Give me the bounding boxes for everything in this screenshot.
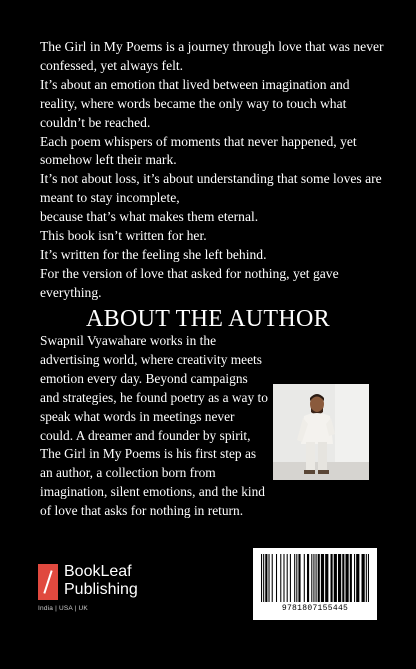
isbn-number: 9781807155445	[281, 604, 349, 613]
barcode-bar	[356, 554, 359, 602]
barcode-bar	[272, 554, 273, 602]
publisher-name-line1: BookLeaf	[64, 563, 132, 580]
barcode-bar	[331, 554, 333, 602]
barcode-bar	[368, 554, 369, 602]
barcode-bar	[268, 554, 269, 602]
barcode-bar	[334, 554, 337, 602]
barcode-bar	[325, 554, 328, 602]
barcode-bar	[294, 554, 295, 602]
publisher-name-line2: Publishing	[64, 581, 138, 598]
barcode-bar	[261, 554, 262, 602]
barcode-bar	[313, 554, 314, 602]
blurb-paragraph: For the version of love that asked for nothing, yet gave everything.	[40, 265, 339, 300]
barcode-icon	[261, 554, 369, 602]
author-bio: Swapnil Vyawahare works in the advertising world, where creativity meets emotion every day. Beyond campaigns and strategies, he found poetry as a way to speak what words in meetings never could. A dreamer and founder by spirit, The Girl in My Poems is his first step as an author, a collection born from imagination, silent emotions, and the kind of love that asks for nothing in return.	[40, 333, 268, 519]
barcode-bar	[318, 554, 320, 602]
barcode-bar	[362, 554, 365, 602]
barcode-bar	[287, 554, 288, 602]
isbn-barcode	[253, 548, 377, 620]
publisher-logo	[38, 564, 198, 620]
blurb-paragraph: It’s written for the feeling she left behind.	[40, 246, 267, 262]
barcode-bar	[354, 554, 355, 602]
barcode-bar	[276, 554, 277, 602]
barcode-bar	[280, 554, 281, 602]
barcode-bar	[296, 554, 297, 602]
barcode-bar	[298, 554, 300, 602]
barcode-bar	[350, 554, 352, 602]
bookleaf-icon	[38, 564, 58, 600]
blurb-paragraph: Each poem whispers of moments that never happened, yet somehow left their mark.	[40, 133, 357, 168]
author-photo	[273, 384, 369, 480]
blurb-paragraph: because that’s what makes them eternal.	[40, 209, 259, 225]
barcode-bar	[304, 554, 305, 602]
barcode-bar	[338, 554, 341, 602]
barcode-bar	[311, 554, 312, 602]
barcode-bar	[342, 554, 344, 602]
author-photo-illustration	[273, 384, 369, 480]
publisher-name	[64, 563, 138, 599]
barcode-bar	[283, 554, 284, 602]
barcode-bar	[290, 554, 291, 602]
blurb-paragraph: The Girl in My Poems is a journey through love that was never confessed, yet always felt.	[40, 39, 384, 73]
barcode-bar	[345, 554, 348, 602]
blurb-paragraph: It’s about an emotion that lived between imagination and reality, where words became the only way to touch what couldn’t be reached.	[40, 76, 350, 130]
publisher-regions: India | USA | UK	[38, 605, 88, 612]
barcode-bar	[366, 554, 367, 602]
blurb-paragraph: This book isn’t written for her.	[40, 228, 207, 244]
about-author-heading: ABOUT THE AUTHOR	[86, 306, 330, 332]
barcode-bar	[316, 554, 317, 602]
barcode-bar	[307, 554, 309, 602]
back-cover-blurb	[40, 38, 390, 303]
barcode-bar	[263, 554, 264, 602]
blurb-paragraph: It’s not about loss, it’s about understanding that some loves are meant to stay incomplete,	[40, 171, 382, 206]
barcode-bar	[321, 554, 324, 602]
barcode-bar	[265, 554, 267, 602]
